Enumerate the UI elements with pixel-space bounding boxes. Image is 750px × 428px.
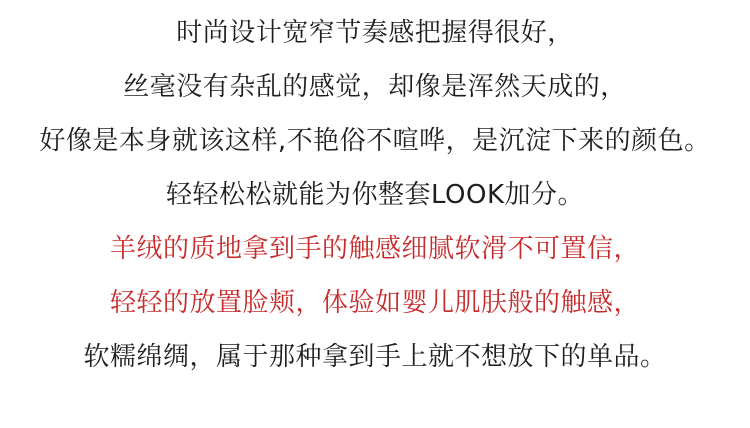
text-line: 好像是本身就该这样,不艳俗不喧哗，是沉淀下来的颜色。 bbox=[39, 126, 711, 156]
text-line: 软糯绵绸，属于那种拿到手上就不想放下的单品。 bbox=[83, 342, 667, 372]
text-line: 时尚设计宽窄节奏感把握得很好， bbox=[176, 18, 574, 48]
text-line: 丝毫没有杂乱的感觉，却像是浑然天成的， bbox=[123, 72, 627, 102]
text-line: 轻轻的放置脸颊，体验如婴儿肌肤般的触感， bbox=[109, 288, 640, 318]
text-line: 羊绒的质地拿到手的触感细腻软滑不可置信， bbox=[109, 234, 640, 264]
text-line: 轻轻松松就能为你整套LOOK加分。 bbox=[165, 180, 585, 210]
